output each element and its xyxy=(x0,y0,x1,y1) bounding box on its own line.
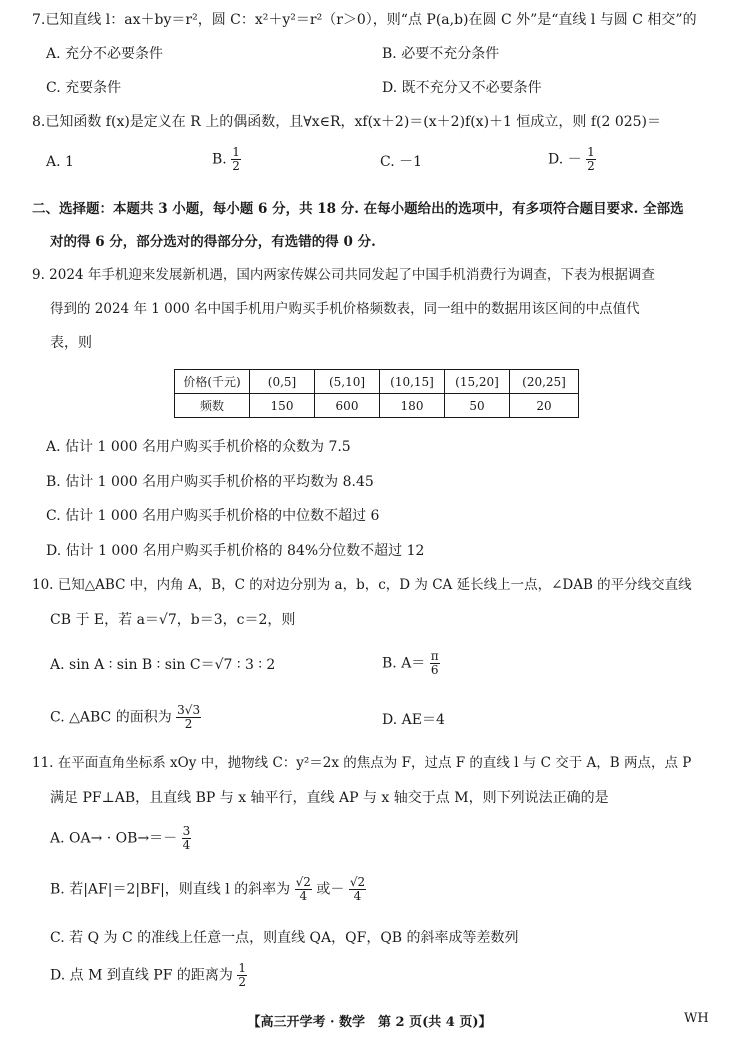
q7-option-b: B. 必要不充分条件 xyxy=(382,46,500,62)
fraction-numerator: √2 xyxy=(349,875,366,889)
table-cell: 150 xyxy=(250,394,315,418)
q11-option-b-mid: 或－ xyxy=(316,881,345,898)
table-row xyxy=(175,370,579,394)
section-2-heading: 二、选择题：本题共 3 小题，每小题 6 分，共 18 分. 在每小题给出的选项中，有多项符合题目要求. 全部选 xyxy=(32,201,684,217)
q11-option-b xyxy=(50,876,366,903)
q9-stem-line2: 得到的 2024 年 1 000 名中国手机用户购买手机价格频数表，同一组中的数据用该区间的中点值代 xyxy=(50,301,640,317)
q10-option-a: A. sin A ∶ sin B ∶ sin C＝√7 ∶ 3 ∶ 2 xyxy=(50,657,276,673)
q10-option-c-fraction xyxy=(176,704,201,731)
fraction-numerator: 3√3 xyxy=(177,703,201,717)
q7-option-c: C. 充要条件 xyxy=(46,80,122,96)
fraction-denominator: 2 xyxy=(232,159,240,173)
table-cell: 180 xyxy=(380,394,445,418)
q11-option-c: C. 若 Q 为 C 的准线上任意一点，则直线 QA，QF，QB 的斜率成等差数列 xyxy=(50,930,519,946)
q8-option-b xyxy=(212,146,241,173)
price-frequency-table xyxy=(174,369,579,418)
q11-option-a xyxy=(50,825,191,852)
q7-option-d: D. 既不充分又不必要条件 xyxy=(382,80,542,96)
q11-stem-line2: 满足 PF⊥AB，且直线 BP 与 x 轴平行，直线 AP 与 x 轴交于点 M，则下列说法正确的是 xyxy=(50,790,609,806)
fraction-denominator: 4 xyxy=(353,889,362,903)
fraction-numerator: π xyxy=(430,649,439,663)
q8-option-a: A. 1 xyxy=(46,154,74,170)
q8-option-b-prefix: B. xyxy=(212,151,227,168)
footer-code: WH xyxy=(684,1011,709,1026)
table-header-cell: (15,20] xyxy=(445,370,510,394)
table-cell: 600 xyxy=(315,394,380,418)
q8-option-c: C. －1 xyxy=(380,154,423,170)
table-cell: 20 xyxy=(510,394,579,418)
q10-option-b-fraction xyxy=(430,650,440,677)
q11-option-b-fraction-1 xyxy=(295,876,312,903)
table-row-label: 频数 xyxy=(175,394,250,418)
fraction-denominator: 2 xyxy=(184,717,193,731)
q11-option-d xyxy=(50,962,247,989)
table-header-cell: (10,15] xyxy=(380,370,445,394)
q9-option-c: C. 估计 1 000 名用户购买手机价格的中位数不超过 6 xyxy=(46,508,380,524)
q8-stem: 8.已知函数 f(x)是定义在 R 上的偶函数，且∀x∈R，xf(x＋2)＝(x＋2)f(x)＋1 恒成立，则 f(2 025)＝ xyxy=(32,114,662,130)
q8-option-d-prefix: D. － xyxy=(548,151,582,168)
q11-option-b-fraction-2 xyxy=(349,876,366,903)
page-footer: 【高三开学考 · 数学 第 2 页(共 4 页)】 xyxy=(247,1015,492,1030)
table-header-cell: (5,10] xyxy=(315,370,380,394)
fraction-numerator: 1 xyxy=(232,145,240,159)
section-2-heading-cont: 对的得 6 分，部分选对的得部分分，有选错的得 0 分. xyxy=(50,234,376,250)
fraction-denominator: 2 xyxy=(238,975,246,989)
q9-option-b: B. 估计 1 000 名用户购买手机价格的平均数为 8.45 xyxy=(46,474,374,490)
q9-stem-line3: 表，则 xyxy=(50,335,92,351)
q11-option-a-fraction xyxy=(182,825,192,852)
q11-option-a-prefix: A. OA→ · OB→＝－ xyxy=(50,830,178,847)
q11-stem-line1: 11. 在平面直角坐标系 xOy 中，抛物线 C：y²＝2x 的焦点为 F，过点 F 的直线 l 与 C 交于 A，B 两点，点 P xyxy=(32,755,692,771)
q9-option-d: D. 估计 1 000 名用户购买手机价格的 84%分位数不超过 12 xyxy=(46,543,425,559)
q10-option-c xyxy=(50,704,201,731)
fraction-denominator: 4 xyxy=(299,889,308,903)
q8-option-b-fraction xyxy=(231,146,241,173)
table-row-label: 价格(千元) xyxy=(175,370,250,394)
q7-stem: 7.已知直线 l：ax＋by＝r²，圆 C：x²＋y²＝r²（r＞0），则“点 P(a,b)在圆 C 外”是“直线 l 与圆 C 相交”的 xyxy=(32,12,697,28)
fraction-denominator: 6 xyxy=(430,663,439,677)
q11-option-b-prefix: B. 若|AF|＝2|BF|，则直线 l 的斜率为 xyxy=(50,881,291,898)
table-row xyxy=(175,394,579,418)
q10-stem-line2: CB 于 E，若 a＝√7，b＝3，c＝2，则 xyxy=(50,612,296,628)
q8-option-d-fraction xyxy=(586,146,596,173)
fraction-numerator: 1 xyxy=(587,145,595,159)
q8-option-d xyxy=(548,146,596,173)
fraction-numerator: 3 xyxy=(182,824,191,838)
fraction-numerator: √2 xyxy=(295,875,311,889)
q10-stem-line1: 10. 已知△ABC 中，内角 A，B，C 的对边分别为 a，b，c，D 为 CA 延长线上一点，∠DAB 的平分线交直线 xyxy=(32,577,692,593)
q11-option-d-prefix: D. 点 M 到直线 PF 的距离为 xyxy=(50,967,233,984)
q10-option-b xyxy=(382,650,440,677)
fraction-denominator: 4 xyxy=(182,838,191,852)
q9-option-a: A. 估计 1 000 名用户购买手机价格的众数为 7.5 xyxy=(46,439,351,455)
fraction-denominator: 2 xyxy=(587,159,595,173)
table-header-cell: (20,25] xyxy=(510,370,579,394)
fraction-numerator: 1 xyxy=(238,961,246,975)
table-header-cell: (0,5] xyxy=(250,370,315,394)
table-cell: 50 xyxy=(445,394,510,418)
q10-option-b-prefix: B. A＝ xyxy=(382,655,426,672)
q10-option-c-prefix: C. △ABC 的面积为 xyxy=(50,709,172,726)
q10-option-d: D. AE＝4 xyxy=(382,712,445,728)
q9-stem-line1: 9. 2024 年手机迎来发展新机遇，国内两家传媒公司共同发起了中国手机消费行为调查，下表为根据调查 xyxy=(32,267,655,283)
q7-option-a: A. 充分不必要条件 xyxy=(46,46,164,62)
q11-option-d-fraction xyxy=(237,962,247,989)
